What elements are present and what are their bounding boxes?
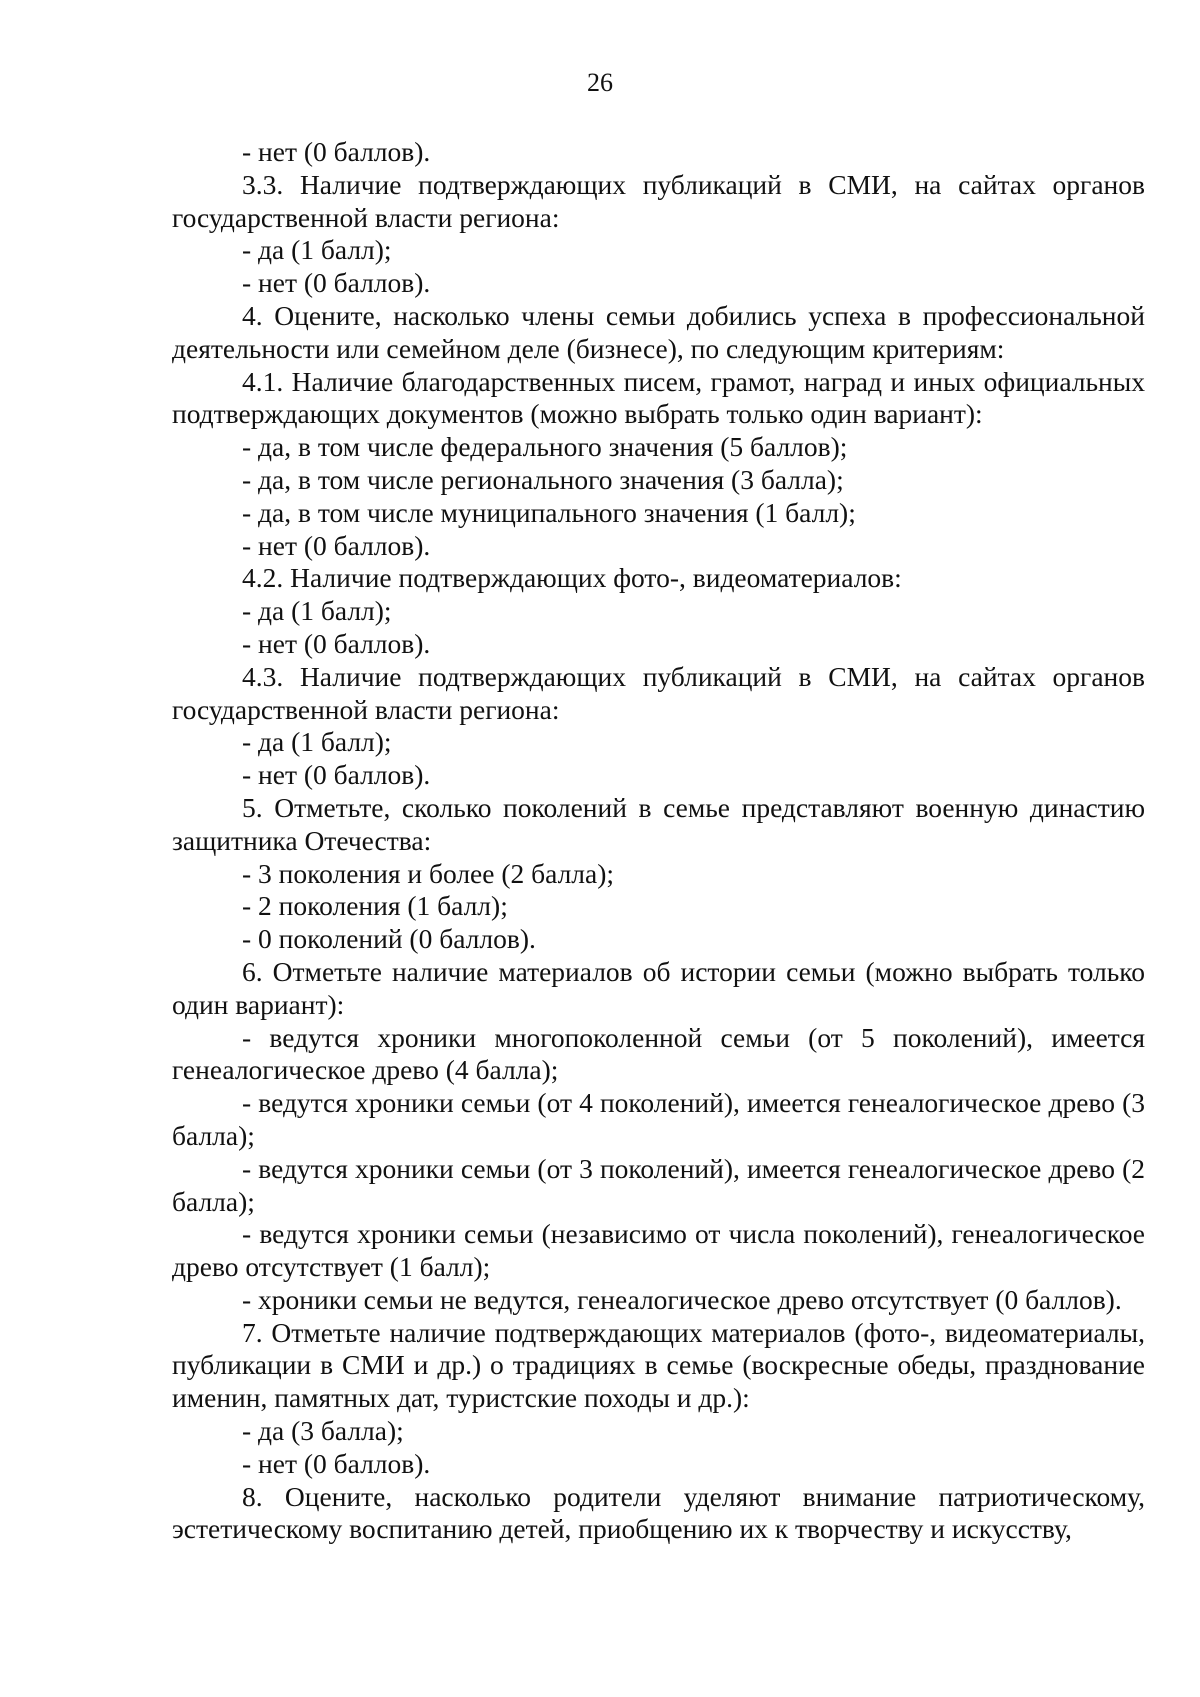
criterion-3-3: 3.3. Наличие подтверждающих публикаций в СМИ, на сайтах органов государственной власти региона: — [172, 168, 1145, 233]
criterion-4-3: 4.3. Наличие подтверждающих публикаций в СМИ, на сайтах органов государственной власти региона: — [172, 660, 1145, 725]
option-line: - да, в том числе регионального значения (3 балла); — [242, 463, 844, 495]
option-line: - нет (0 баллов). — [242, 267, 431, 299]
option-line: - нет (0 баллов). — [242, 1447, 431, 1479]
option-line: - ведутся хроники многопоколенной семьи (от 5 поколений), имеется генеалогическое древо (4 балла); — [172, 1021, 1145, 1086]
question-6: 6. Отметьте наличие материалов об истории семьи (можно выбрать только один вариант): — [172, 955, 1145, 1020]
option-line: - да (1 балл); — [242, 234, 392, 266]
option-line: - ведутся хроники семьи (от 4 поколений), имеется генеалогическое древо (3 балла); — [172, 1087, 1145, 1151]
question-7: 7. Отметьте наличие подтверждающих материалов (фото-, видеоматериалы, публикации в СМИ и др.) о традициях в семье (воскресные обеды, празднование именин, памятных дат, туристские походы и др.): — [172, 1316, 1145, 1414]
question-5: 5. Отметьте, сколько поколений в семье представляют военную династию защитника Отечества: — [172, 791, 1145, 856]
option-line: - 3 поколения и более (2 балла); — [242, 857, 615, 889]
option-line: - да, в том числе муниципального значения (1 балл); — [242, 496, 856, 528]
option-line: - да (1 балл); — [242, 726, 392, 758]
option-line: - ведутся хроники семьи (от 3 поколений), имеется генеалогическое древо (2 балла); — [172, 1152, 1145, 1217]
option-line: - ведутся хроники семьи (независимо от числа поколений), генеалогическое древо отсутствует (1 балл); — [172, 1218, 1145, 1283]
option-line: - нет (0 баллов). — [242, 627, 431, 659]
page-number: 26 — [587, 68, 613, 97]
option-line: - да (1 балл); — [242, 595, 392, 627]
option-line: - 2 поколения (1 балл); — [242, 890, 508, 922]
option-line: - 0 поколений (0 баллов). — [242, 923, 536, 955]
option-line: - да (3 балла); — [242, 1415, 404, 1447]
document-body — [172, 136, 1145, 1546]
option-line: - хроники семьи не ведутся, генеалогическое древо отсутствует (0 баллов). — [242, 1283, 1122, 1315]
option-line: - нет (0 баллов). — [242, 136, 431, 167]
criterion-4-1: 4.1. Наличие благодарственных писем, грамот, наград и иных официальных подтверждающих документов (можно выбрать только один вариант): — [172, 365, 1145, 430]
option-line: - да, в том числе федерального значения (5 баллов); — [242, 431, 848, 463]
option-line: - нет (0 баллов). — [242, 759, 431, 791]
criterion-4-2: 4.2. Наличие подтверждающих фото-, видеоматериалов: — [242, 562, 902, 594]
option-line: - нет (0 баллов). — [242, 529, 431, 561]
question-8: 8. Оцените, насколько родители уделяют внимание патриотическому, эстетическому воспитанию детей, приобщению их к творчеству и искусству, — [172, 1480, 1145, 1545]
question-4: 4. Оцените, насколько члены семьи добились успеха в профессиональной деятельности или семейном деле (бизнесе), по следующим критериям: — [172, 299, 1145, 364]
